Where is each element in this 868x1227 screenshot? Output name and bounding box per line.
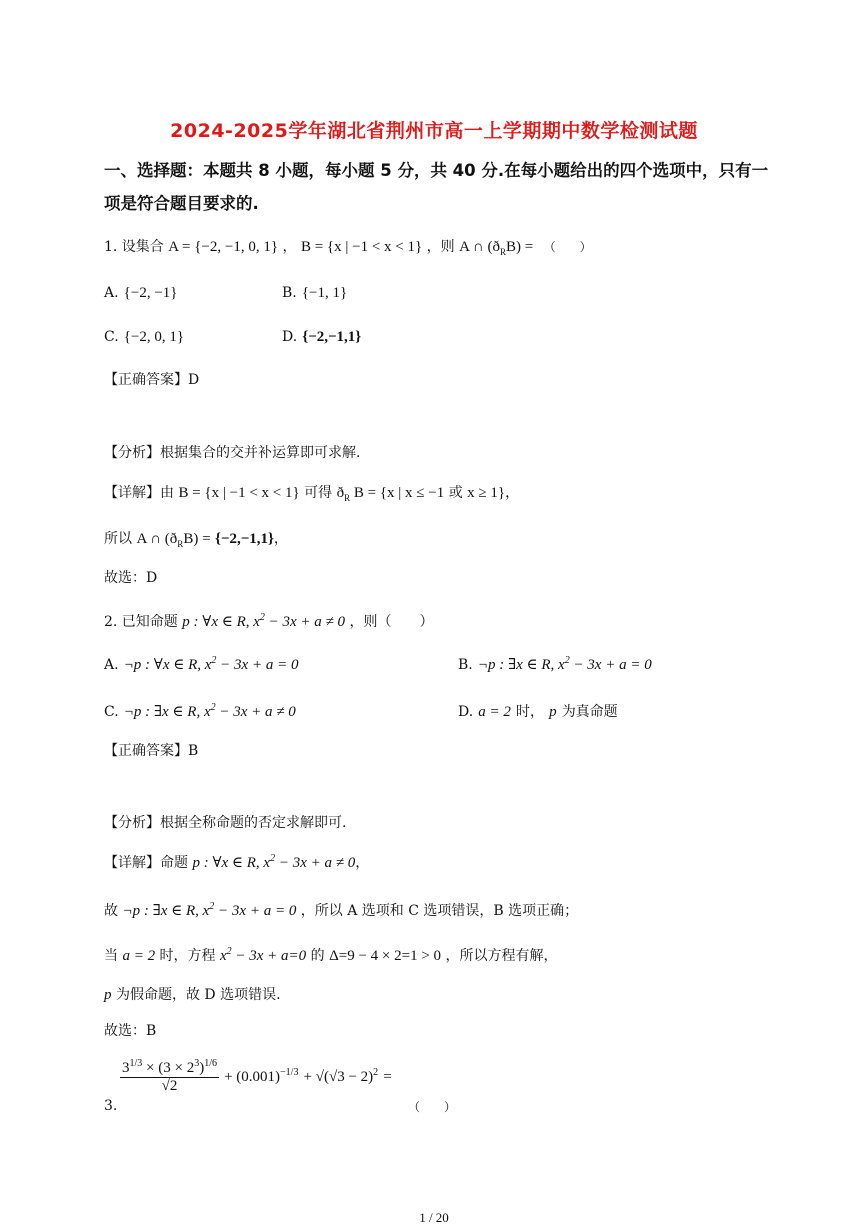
detail-proposition: p : ∀x ∈ R, $x^2 - 3x + a \ne 0$: [192, 853, 356, 871]
q1-answer: 【正确答案】D: [104, 372, 200, 388]
option-label: D.: [282, 329, 298, 345]
q3-answer-paren: （ ）: [408, 1100, 457, 1114]
option-text: 时，: [516, 704, 544, 720]
option-value: {−2,−1,1}: [302, 329, 362, 345]
q1-answer-paren: （ ）: [543, 240, 592, 254]
q2-when: [104, 945, 558, 965]
option-p: p: [549, 704, 557, 720]
discriminant: Δ=9 − 4 × 2=1 > 0: [329, 948, 442, 964]
page-number: 1 / 20: [419, 1210, 449, 1225]
comma: ，: [505, 485, 520, 501]
q2-option-b: [458, 654, 652, 674]
when-label: 当: [104, 948, 118, 964]
so-label: 故: [104, 903, 118, 919]
q1-analysis: 【分析】根据集合的交并补运算即可求解.: [104, 445, 361, 461]
q2-then: ，则（ ）: [349, 614, 434, 630]
option-label: D.: [458, 704, 474, 720]
q2-p-false: [104, 984, 281, 1004]
q2-option-d: [458, 701, 618, 721]
detail-end: x ≥ 1}: [467, 485, 506, 501]
detail-text: 可得: [304, 485, 333, 501]
so-text: ，所以 A 选项和 C 选项错误，B 选项正确；: [300, 903, 579, 919]
option-label: B.: [282, 285, 297, 301]
when-text: ，所以方程有解，: [445, 948, 558, 964]
q3-equals: =: [383, 1069, 392, 1085]
option-label: C.: [104, 704, 119, 720]
so-expression: A ∩ $(ð_RB)$ =: [136, 531, 211, 549]
q3-numerator: $3^{1/3} \times (3 \times 2^3)^{1/6}$: [122, 1058, 217, 1076]
option-value: ¬p : ∀x ∈ R, $x^2 - 3x + a = 0$: [123, 655, 299, 673]
complement-expression: $ð_R$ B = {x | x ≤ −1: [336, 485, 445, 503]
q2-detail: [104, 852, 369, 872]
q3-fraction: [120, 1058, 219, 1095]
option-value: {−2, 0, 1}: [123, 329, 185, 345]
q1-conclusion: [104, 528, 288, 549]
q2-conclusion: [104, 900, 578, 920]
q2-stem: [104, 611, 434, 631]
q2-option-c: [104, 701, 296, 721]
q2-answer: 【正确答案】B: [104, 743, 199, 759]
q2-option-a: [104, 654, 298, 674]
option-label: C.: [104, 329, 119, 345]
q1-comma: ，: [282, 239, 297, 255]
option-value: ¬p : ∃x ∈ R, $x^2 - 3x + a = 0$: [477, 655, 652, 673]
option-label: A.: [104, 285, 119, 301]
detail-label: 【详解】命题: [104, 855, 188, 871]
q1-choose: 故选：D: [104, 570, 158, 586]
q1-option-a: [104, 282, 177, 302]
q1-stem: [104, 236, 592, 257]
detail-label: 【详解】由: [104, 485, 174, 501]
q3-term-2: + $(0.001)^{-1/3}$: [224, 1067, 299, 1085]
option-value-a: a = 2: [478, 704, 511, 720]
q2-proposition: p : ∀x ∈ R, $x^2 - 3x + a \ne 0$: [182, 612, 346, 630]
set-b: B = {x | −1 < x < 1}: [178, 485, 300, 501]
so-label: 所以: [104, 531, 132, 547]
so-expression: ¬p : ∃x ∈ R, $x^2 - 3x + a = 0$: [122, 901, 297, 919]
q3-expression: [120, 1058, 392, 1095]
q2-choose: 故选：B: [104, 1023, 157, 1039]
q1-expression: A ∩ $(ð_RB)$ =: [459, 239, 534, 257]
option-value: {−1, 1}: [301, 285, 348, 301]
when-a: a = 2: [122, 948, 156, 964]
so-result: {−2,−1,1}: [214, 531, 274, 547]
q1-set-b: B = {x | −1 < x < 1}: [300, 239, 423, 255]
q2-number: 2. 已知命题: [104, 614, 178, 630]
detail-or: 或: [448, 485, 463, 501]
q1-detail: [104, 482, 519, 503]
q1-option-b: [282, 282, 347, 302]
q1-set-a: A = {−2, −1, 0, 1}: [168, 239, 279, 255]
p-text: 为假命题，故 D 选项错误.: [115, 987, 281, 1003]
q1-number: 1. 设集合: [104, 239, 164, 255]
option-value: ¬p : ∃x ∈ R, $x^2 - 3x + a \ne 0$: [123, 702, 296, 720]
section-heading: 一、选择题：本题共 8 小题，每小题 5 分，共 40 分.在每小题给出的四个选项中，只有一项是符合题目要求的.: [104, 161, 769, 213]
option-label: A.: [104, 657, 119, 673]
document-title: 2024-2025学年湖北省荆州市高一上学期期中数学检测试题: [170, 120, 698, 142]
when-equation: $x^2 - 3x + a=0$: [219, 946, 307, 964]
q1-option-d: [282, 326, 361, 346]
comma: ，: [355, 855, 370, 871]
q3-denominator: √2: [161, 1078, 178, 1094]
option-label: B.: [458, 657, 473, 673]
q2-analysis: 【分析】根据全称命题的否定求解即可.: [104, 815, 347, 831]
option-value: {−2, −1}: [123, 285, 178, 301]
comma: ，: [273, 531, 288, 547]
p-symbol: p: [104, 987, 112, 1003]
q1-then: ，则: [426, 239, 455, 255]
q3-number: 3.: [104, 1098, 118, 1114]
q3-term-3: + $√(√3 - 2)^2$: [303, 1067, 379, 1085]
q1-option-c: [104, 326, 184, 346]
option-text: 为真命题: [561, 704, 618, 720]
when-text: 时，方程: [159, 948, 216, 964]
when-text: 的: [310, 948, 325, 964]
